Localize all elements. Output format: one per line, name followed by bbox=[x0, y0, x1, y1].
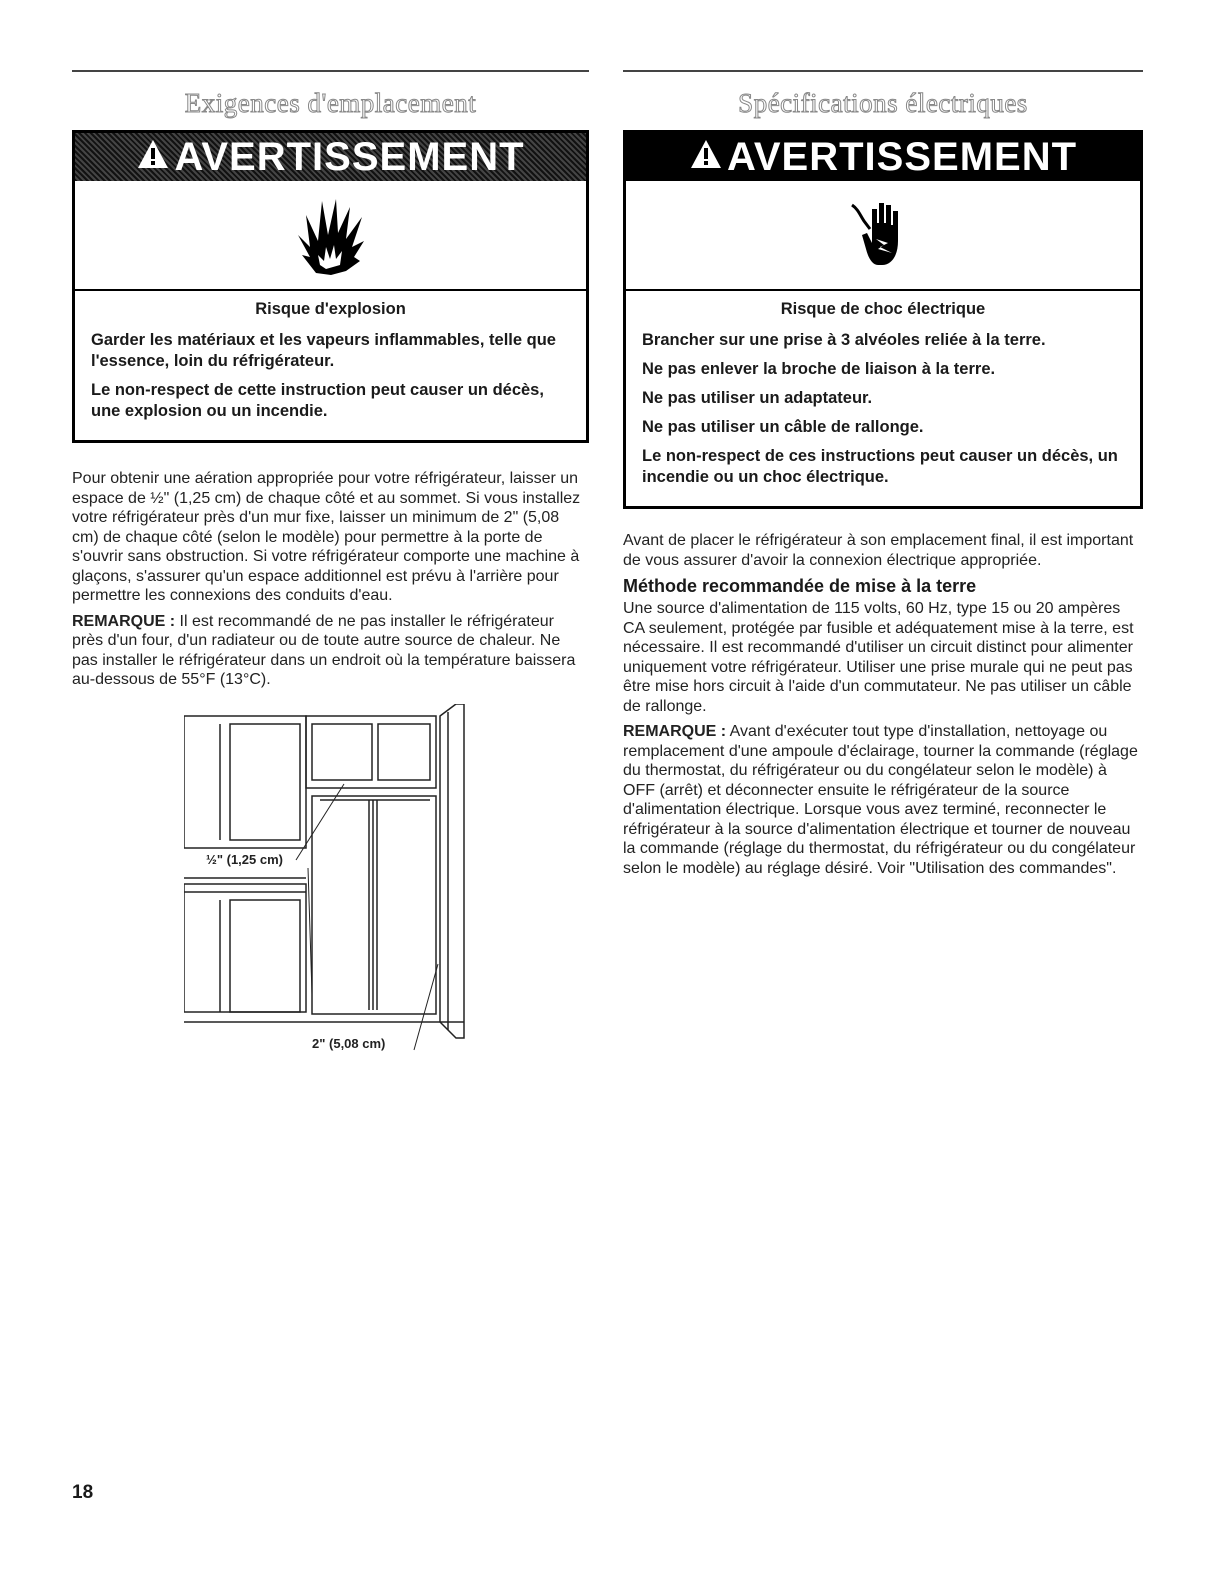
upper-cabinet-right bbox=[306, 716, 436, 788]
warning-header bbox=[626, 133, 1140, 181]
warning-box-explosion bbox=[72, 130, 589, 443]
page-number: 18 bbox=[72, 1482, 94, 1503]
warning-instruction: Garder les matériaux et les vapeurs inflammables, telle que l'essence, loin du réfrigérateur. bbox=[91, 331, 556, 370]
refrigerator bbox=[312, 796, 436, 1014]
warning-risk-title: Risque de choc électrique bbox=[780, 300, 986, 318]
warning-line: Ne pas enlever la broche de liaison à la terre. bbox=[642, 360, 996, 378]
warning-body bbox=[75, 291, 586, 440]
section-title-electrical: Spécifications électriques bbox=[738, 88, 1028, 118]
note-label: REMARQUE : bbox=[623, 723, 727, 740]
warning-icon-box bbox=[626, 181, 1140, 291]
intro-paragraph: Avant de placer le réfrigérateur à son emplacement final, il est important de vous assurer d'avoir la connexion électrique appropriée. bbox=[623, 532, 1134, 569]
grounding-subheading: Méthode recommandée de mise à la terre bbox=[623, 576, 977, 596]
warning-triangle-icon bbox=[689, 135, 723, 180]
lower-cabinet bbox=[184, 884, 306, 1012]
warning-triangle-icon bbox=[136, 135, 170, 180]
side-wall bbox=[440, 704, 464, 1038]
warning-consequence: Le non-respect de ces instructions peut causer un décès, un incendie ou un choc électrique. bbox=[642, 447, 1118, 486]
section-title-location: Exigences d'emplacement bbox=[184, 88, 477, 118]
upper-cabinet-left bbox=[184, 716, 306, 848]
left-column bbox=[72, 70, 589, 1054]
warning-header bbox=[75, 133, 586, 181]
warning-icon-box bbox=[75, 181, 586, 291]
ventilation-paragraph: Pour obtenir une aération appropriée pour votre réfrigérateur, laisser un espace de ½" (1,25 cm) de chaque côté et au sommet. Si vous installez votre réfrigérateur près d'un mur fixe, laisser un minimum de 2" (5,08 cm) de chaque côté (selon le modèle) pour permettre à la porte de s'ouvrir sans obstruction. Si votre réfrigérateur comporte une machine à glaçons, s'assurer qu'un espace additionnel est prévu à l'arrière pour permettre les connexions des conduits d'eau. bbox=[72, 470, 581, 604]
section-rule bbox=[72, 70, 589, 72]
electric-shock-icon bbox=[848, 195, 918, 275]
explosion-icon bbox=[296, 195, 366, 275]
clearance-half-inch-label: ½" (1,25 cm) bbox=[206, 851, 283, 867]
clearance-two-inch-label: 2" (5,08 cm) bbox=[312, 1035, 386, 1051]
right-column bbox=[623, 70, 1143, 884]
note-text: Avant d'exécuter tout type d'installation, nettoyage ou remplacement d'une ampoule d'éclairage, tourner la commande (réglage du thermostat, du réfrigérateur ou du congélateur selon le modèle) à OFF (arrêt) et déconnecter ensuite le réfrigérateur de la source d'alimentation électrique. Lorsque vous avez terminé, reconnecter le réfrigérateur à la source d'alimentation électrique et tourner de nouveau la commande (réglage du thermostat, du réfrigérateur ou du congélateur selon le modèle) au réglage désiré. Voir "Utilisation des commandes". bbox=[623, 723, 1138, 877]
note-label: REMARQUE : bbox=[72, 612, 176, 630]
warning-header-text: AVERTISSEMENT bbox=[726, 134, 1078, 179]
warning-header-text: AVERTISSEMENT bbox=[174, 134, 525, 179]
warning-line: Brancher sur une prise à 3 alvéoles reliée à la terre. bbox=[642, 331, 1046, 349]
warning-body bbox=[626, 291, 1140, 506]
note-paragraph bbox=[72, 612, 589, 690]
section-rule bbox=[623, 70, 1143, 72]
warning-risk-title: Risque d'explosion bbox=[255, 300, 406, 318]
warning-consequence: Le non-respect de cette instruction peut causer un décès, une explosion ou un incendie. bbox=[91, 381, 544, 420]
clearance-diagram bbox=[184, 704, 474, 1054]
note-paragraph bbox=[623, 722, 1143, 878]
warning-box-electrical bbox=[623, 130, 1143, 509]
warning-line: Ne pas utiliser un adaptateur. bbox=[642, 389, 873, 407]
note-text: Il est recommandé de ne pas installer le réfrigérateur près d'un four, d'un radiateur ou de toute autre source de chaleur. Ne pas installer le réfrigérateur dans un endroit où la température baissera au-dessous de 55°F (13°C). bbox=[72, 612, 576, 688]
power-requirements-paragraph: Une source d'alimentation de 115 volts, 60 Hz, type 15 ou 20 ampères CA seulement, protégée par fusible et adéquatement mise à la terre, est nécessaire. Il est recommandé d'utiliser un circuit distinct pour alimenter uniquement votre réfrigérateur. Utiliser une prise murale qui ne peut pas être mise hors circuit à l'aide d'un commutateur. Ne pas utiliser un câble de rallonge. bbox=[623, 600, 1134, 715]
warning-line: Ne pas utiliser un câble de rallonge. bbox=[642, 418, 924, 436]
